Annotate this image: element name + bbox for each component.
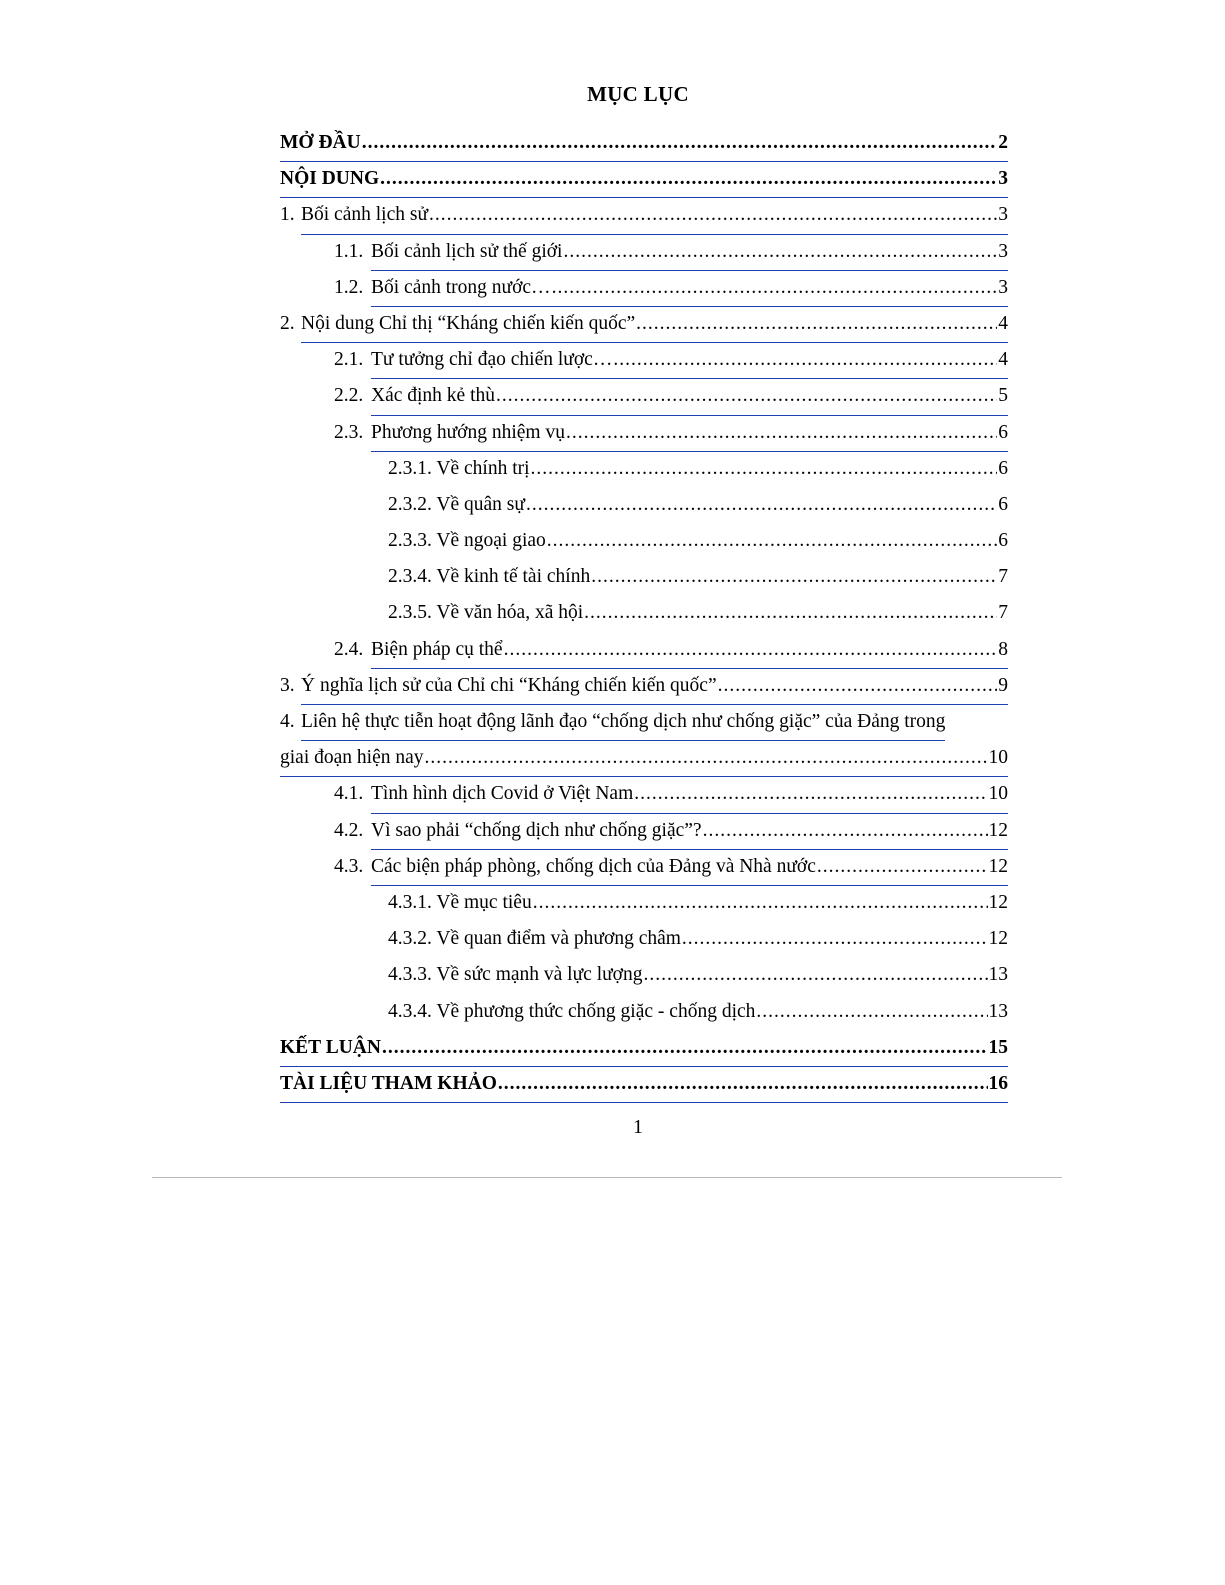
toc-page: 8 — [998, 638, 1008, 660]
toc-number: 4.1. — [334, 783, 364, 805]
toc-label: 4.3.1. Về mục tiêu — [388, 891, 532, 913]
toc-label: Ý nghĩa lịch sử của Chỉ chi “Kháng chiến kiến quốc” — [301, 674, 717, 696]
toc-link-4-3-3[interactable] — [388, 958, 1008, 994]
toc-link-4-3[interactable] — [371, 850, 1008, 886]
toc-entry-noi-dung — [280, 162, 1008, 198]
toc-leader — [682, 922, 988, 955]
toc-link-2-3-3[interactable] — [388, 524, 1008, 560]
toc-leader — [531, 452, 998, 485]
toc-page: 10 — [988, 747, 1008, 769]
toc-number: 4.3. — [334, 855, 364, 877]
toc-entry-2-3-1 — [280, 452, 1008, 488]
toc-link-2-3-2[interactable] — [388, 488, 1008, 524]
toc-leader — [382, 1031, 988, 1064]
toc-number: 2.1. — [334, 349, 364, 371]
toc-link-2-3-1[interactable] — [388, 452, 1008, 488]
toc-page: 7 — [998, 566, 1008, 588]
toc-label: MỞ ĐẦU — [280, 132, 361, 153]
toc-entry-2 — [280, 307, 1008, 343]
toc-label: Bối cảnh trong nước… — [371, 276, 551, 298]
toc-leader — [498, 1067, 988, 1100]
toc-link-2-1[interactable] — [371, 343, 1008, 379]
toc-label: Nội dung Chỉ thị “Kháng chiến kiến quốc” — [301, 312, 636, 334]
toc-page: 9 — [998, 674, 1008, 696]
toc-entry-4-3-3 — [280, 958, 1008, 994]
toc-label: 2.3.5. Về văn hóa, xã hội — [388, 602, 584, 624]
toc-entry-4-2 — [280, 814, 1008, 850]
toc-page: 12 — [988, 891, 1008, 913]
toc-page: 3 — [998, 276, 1008, 298]
toc-leader — [496, 379, 997, 412]
toc-entry-2-3-4 — [280, 560, 1008, 596]
toc-entry-4-1 — [280, 777, 1008, 813]
toc-link-2-4[interactable] — [371, 633, 1008, 669]
page-number: 1 — [633, 1116, 643, 1138]
toc-label: NỘI DUNG — [280, 168, 380, 190]
toc-link-1[interactable] — [301, 198, 1008, 234]
toc-link-ket-luan[interactable] — [280, 1031, 1008, 1067]
toc-entry-2-2 — [280, 379, 1008, 415]
toc-label: KẾT LUẬN — [280, 1036, 381, 1058]
toc-link-3[interactable] — [301, 669, 1008, 705]
toc-page: 13 — [988, 964, 1008, 986]
toc-page: 3 — [998, 204, 1008, 226]
toc-number: 2.3. — [334, 421, 364, 443]
toc-link-4-3-2[interactable] — [388, 922, 1008, 958]
toc-entry-4-3-2 — [280, 922, 1008, 958]
toc-leader — [547, 524, 997, 557]
toc-label: 2.3.1. Về chính trị — [388, 457, 530, 479]
toc-page: 3 — [998, 168, 1008, 190]
toc-leader — [703, 814, 988, 847]
toc-page: 6 — [998, 421, 1008, 443]
toc-number: 2. — [280, 312, 295, 334]
toc-label: 2.3.3. Về ngoại giao — [388, 530, 546, 552]
toc-link-4[interactable] — [280, 741, 1008, 777]
toc-page: 6 — [998, 493, 1008, 515]
toc-page: 12 — [988, 855, 1008, 877]
toc-leader — [817, 850, 988, 883]
toc-number: 4.2. — [334, 819, 364, 841]
table-of-contents — [280, 126, 1008, 1103]
toc-entry-ket-luan — [280, 1031, 1008, 1067]
toc-label: 2.3.4. Về kinh tế tài chính — [388, 566, 591, 588]
toc-entry-1-2 — [280, 271, 1008, 307]
toc-label: 4.3.4. Về phương thức chống giặc - chống dịch — [388, 1000, 756, 1022]
toc-link-1-2[interactable] — [371, 271, 1008, 307]
toc-page: 7 — [998, 602, 1008, 624]
toc-label: Biện pháp cụ thể — [371, 638, 503, 660]
toc-leader — [563, 235, 997, 268]
toc-label: 4.3.3. Về sức mạnh và lực lượng — [388, 964, 643, 986]
toc-link-2-3[interactable] — [371, 416, 1008, 452]
toc-label: 2.3.2. Về quân sự — [388, 493, 525, 515]
toc-title: MỤC LỤC — [587, 82, 689, 106]
toc-entry-2-3-3 — [280, 524, 1008, 560]
page-divider — [152, 1177, 1062, 1178]
toc-link-2[interactable] — [301, 307, 1008, 343]
toc-leader — [533, 886, 988, 919]
toc-label: Tư tưởng chỉ đạo chiến lược… — [371, 349, 613, 371]
toc-number: 2.4. — [334, 638, 364, 660]
toc-page: 16 — [988, 1072, 1008, 1094]
toc-leader — [429, 198, 997, 231]
toc-leader — [425, 741, 988, 774]
toc-leader — [526, 488, 997, 521]
toc-entry-1 — [280, 198, 1008, 234]
toc-page: 5 — [998, 385, 1008, 407]
toc-label: Phương hướng nhiệm vụ — [371, 421, 565, 443]
toc-entry-1-1 — [280, 235, 1008, 271]
toc-entry-tai-lieu — [280, 1067, 1008, 1103]
toc-label: Các biện pháp phòng, chống dịch của Đảng và Nhà nước — [371, 855, 816, 877]
toc-leader — [362, 126, 998, 159]
toc-label: Bối cảnh lịch sử thế giới — [371, 240, 563, 262]
toc-label: Bối cảnh lịch sử — [301, 204, 429, 226]
toc-label: Vì sao phải “chống dịch như chống giặc”? — [371, 819, 702, 841]
toc-entry-3 — [280, 669, 1008, 705]
toc-leader — [634, 777, 987, 810]
toc-link-2-2[interactable] — [371, 379, 1008, 415]
toc-leader — [644, 958, 988, 991]
toc-label: giai đoạn hiện nay — [280, 747, 424, 769]
toc-label: Tình hình dịch Covid ở Việt Nam — [371, 783, 634, 805]
toc-leader — [552, 271, 998, 304]
toc-entry-4-line2 — [280, 741, 1008, 777]
toc-entry-2-4 — [280, 633, 1008, 669]
toc-entry-4-3-1 — [280, 886, 1008, 922]
toc-link-2-3-5[interactable] — [388, 596, 1008, 632]
toc-page: 4 — [998, 312, 1008, 334]
toc-entry-4-3-4 — [280, 995, 1008, 1031]
toc-entry-4-3 — [280, 850, 1008, 886]
toc-page: 12 — [988, 928, 1008, 950]
toc-number: 1. — [280, 204, 295, 226]
toc-entry-2-1 — [280, 343, 1008, 379]
toc-link-4-1[interactable] — [371, 777, 1008, 813]
toc-link-4-line1[interactable]: Liên hệ thực tiễn hoạt động lãnh đạo “chống dịch như chống giặc” của Đảng trong — [301, 705, 945, 741]
toc-leader — [591, 560, 997, 593]
toc-page: 6 — [998, 530, 1008, 552]
toc-leader — [566, 416, 997, 449]
toc-link-4-2[interactable] — [371, 814, 1008, 850]
toc-link-4-3-4[interactable] — [388, 995, 1008, 1031]
toc-label: Xác định kẻ thù — [371, 385, 496, 407]
toc-page: 4 — [998, 349, 1008, 371]
toc-page: 2 — [998, 132, 1008, 153]
toc-link-2-3-4[interactable] — [388, 560, 1008, 596]
toc-leader — [504, 633, 998, 666]
toc-entry-2-3-5 — [280, 596, 1008, 632]
toc-number: 4. — [280, 711, 295, 732]
toc-leader — [718, 669, 998, 702]
toc-page: 12 — [988, 819, 1008, 841]
toc-entry-2-3 — [280, 416, 1008, 452]
toc-page: 10 — [988, 783, 1008, 805]
toc-page: 13 — [988, 1000, 1008, 1022]
toc-leader — [636, 307, 997, 340]
toc-leader — [380, 162, 997, 195]
toc-leader — [613, 343, 997, 376]
toc-link-4-3-1[interactable] — [388, 886, 1008, 922]
toc-link-noi-dung[interactable] — [280, 162, 1008, 198]
toc-number: 1.2. — [334, 276, 364, 298]
toc-page: 6 — [998, 457, 1008, 479]
toc-page: 3 — [998, 240, 1008, 262]
toc-link-1-1[interactable] — [371, 235, 1008, 271]
toc-leader — [756, 995, 987, 1028]
toc-entry-2-3-2 — [280, 488, 1008, 524]
toc-entry-mo-dau — [280, 126, 1008, 162]
toc-number: 3. — [280, 674, 295, 696]
toc-number: 1.1. — [334, 240, 364, 262]
toc-label: TÀI LIỆU THAM KHẢO — [280, 1072, 497, 1094]
toc-link-tai-lieu[interactable] — [280, 1067, 1008, 1103]
toc-link-mo-dau[interactable] — [280, 126, 1008, 162]
toc-page: 15 — [988, 1036, 1008, 1058]
toc-number: 2.2. — [334, 385, 364, 407]
toc-leader — [584, 596, 997, 629]
toc-label: 4.3.2. Về quan điểm và phương châm — [388, 928, 681, 950]
toc-entry-4-line1 — [280, 705, 1008, 741]
